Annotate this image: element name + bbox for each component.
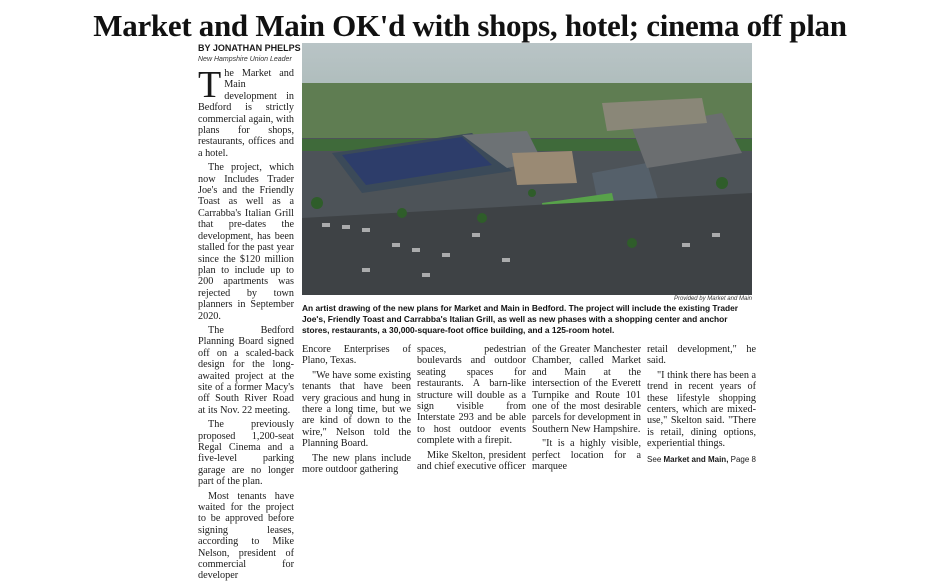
paragraph: "I think there has been a trend in recent years of these lifestyle shopping centers, which are mixed-use," Skelton said. "There is retail, dining options, experiential things.: [647, 369, 756, 450]
article-column-3: [417, 344, 526, 475]
article-column-2: [302, 344, 411, 478]
jump-page: Page 8: [728, 454, 756, 464]
paragraph: The project, which now Includes Trader Joe's and the Friendly Toast as well as a Carrabba's Italian Grill that pre-dates the development, has been stalled for the past year since the $120 million plan to include up to 200 apartments was rejected by town planners in September 2020.: [198, 162, 294, 322]
paragraph: spaces, pedestrian boulevards and outdoor seating spaces for restaurants. A barn-like structure will double as a sign visible from Interstate 293 and be able to host outdoor events complete with a firepit.: [417, 344, 526, 447]
continued-jump-line: [647, 454, 756, 465]
paragraph: he Market and Main development in Bedford is strictly commercial again, with plans for shops, restaurants, offices and a hotel.: [198, 68, 294, 159]
paragraph: "We have some existing tenants that have been very gracious and hung in there a long time, but we are kind of down to the wire," Nelson told the Planning Board.: [302, 369, 411, 450]
paragraph: retail development," he said.: [647, 344, 756, 367]
aerial-rendering-illustration: [302, 43, 752, 295]
article-column-1: [198, 64, 294, 585]
article-column-5: [647, 344, 756, 465]
jump-prefix: See: [647, 454, 664, 464]
paragraph: The previously proposed 1,200-seat Regal Cinema and a five-level parking garage are no longer part of the plan.: [198, 419, 294, 488]
paragraph: Encore Enterprises of Plano, Texas.: [302, 344, 411, 367]
rendering-photo: [302, 43, 752, 295]
paragraph: Most tenants have waited for the project to be approved before signing leases, according to Mike Nelson, president of commercial for developer: [198, 490, 294, 582]
photo-caption: An artist drawing of the new plans for Market and Main in Bedford. The project will include the existing Trader Joe's, Friendly Toast and Carrabba's Italian Grill, as well as new phases with a shopping center and anchor stores, restaurants, a 30,000-square-foot office building, and a 125-room hotel.: [302, 303, 739, 336]
paragraph: Mike Skelton, president and chief executive officer: [417, 449, 526, 473]
paragraph: "It is a highly visible, perfect location for a marquee: [532, 438, 641, 473]
photo-credit: Provided by Market and Main: [673, 296, 752, 302]
drop-cap: T: [198, 64, 222, 106]
paragraph: The Bedford Planning Board signed off on a scaled-back design for the long-awaited project at the site of a former Macy's off South River Road at its Nov. 22 meeting.: [198, 324, 294, 416]
byline-affiliation: New Hampshire Union Leader: [198, 56, 292, 63]
paragraph: of the Greater Manchester Chamber, called Market and Main at the intersection of the Everett Turnpike and Route 101 one of the most desirable parcels for development in Southern New Hampshire.: [532, 344, 641, 435]
byline: BY JONATHAN PHELPS: [198, 43, 301, 53]
article-column-4: [532, 344, 641, 475]
headline: Market and Main OK'd with shops, hotel; cinema off plan: [93, 8, 847, 43]
paragraph: The new plans include more outdoor gathering: [302, 452, 411, 476]
jump-target: Market and Main,: [663, 454, 729, 464]
